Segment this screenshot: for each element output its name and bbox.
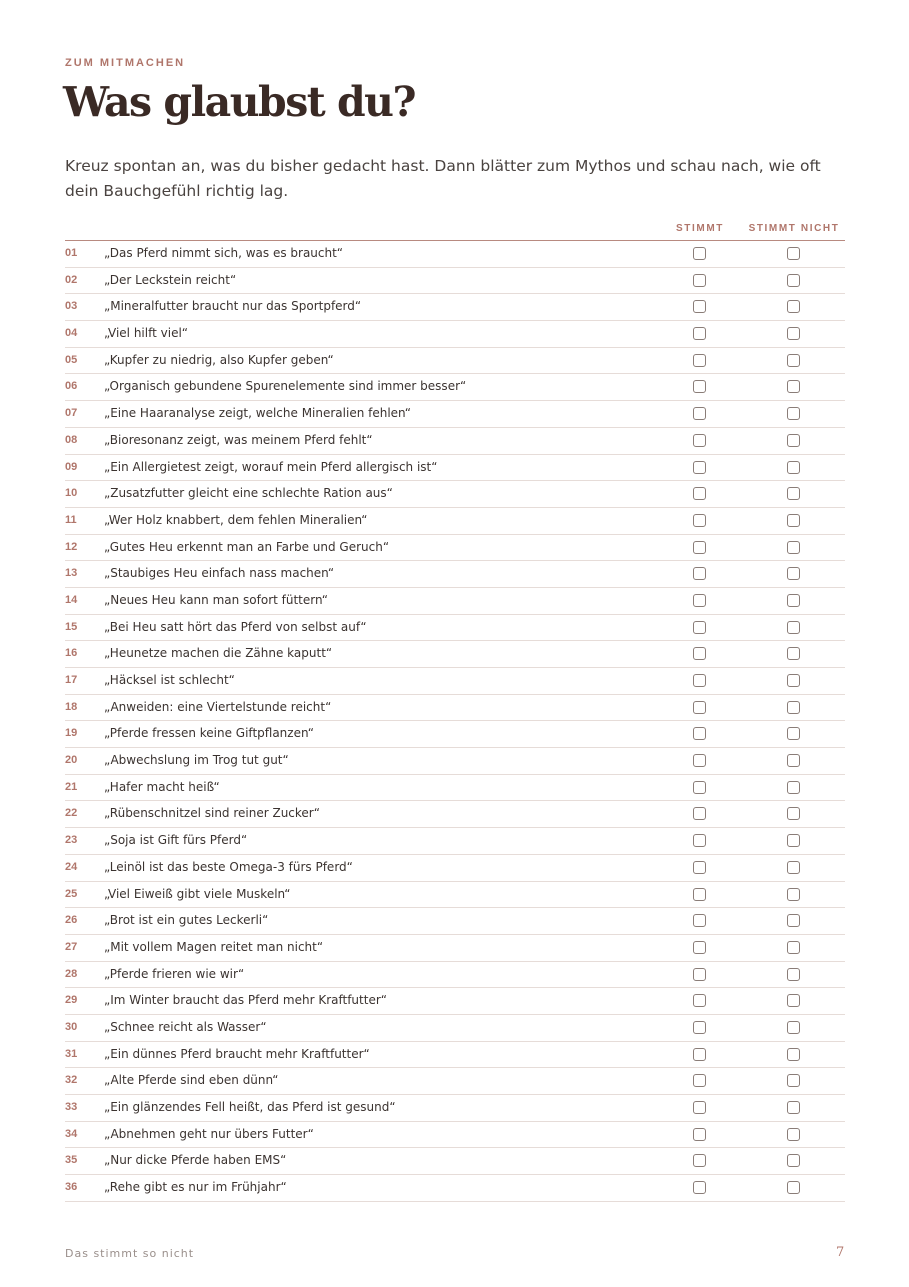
- statement-row: [65, 455, 845, 482]
- statement-number: 34: [65, 1127, 78, 1140]
- statement-number: 30: [65, 1020, 78, 1033]
- statement-text: „Organisch gebundene Spurenelemente sind immer besser“: [104, 379, 467, 394]
- statement-number: 17: [65, 674, 78, 686]
- checkbox-stimmt[interactable]: [693, 781, 706, 794]
- statement-row: [65, 801, 845, 828]
- statement-text: „Abwechslung im Trog tut gut“: [104, 753, 289, 768]
- statement-number: 09: [65, 460, 78, 473]
- statement-row: [65, 268, 845, 295]
- checkbox-stimmt[interactable]: [693, 727, 706, 740]
- statement-text: „Heunetze machen die Zähne kaputt“: [104, 646, 333, 661]
- statement-number: 06: [65, 380, 78, 393]
- checkbox-stimmt[interactable]: [693, 1101, 706, 1114]
- statement-text: „Viel hilft viel“: [104, 326, 188, 341]
- statement-row: [65, 401, 845, 428]
- checkbox-stimmt[interactable]: [693, 1181, 706, 1194]
- statement-text: „Kupfer zu niedrig, also Kupfer geben“: [104, 352, 334, 367]
- checkbox-stimmt-nicht[interactable]: [787, 1101, 800, 1114]
- statement-number: 12: [65, 540, 78, 553]
- statement-row: [65, 695, 845, 722]
- statement-row: [65, 294, 845, 321]
- checkbox-stimmt-nicht[interactable]: [787, 541, 800, 554]
- statement-row: [65, 1015, 845, 1042]
- statement-number: 24: [65, 860, 78, 873]
- statement-text: „Nur dicke Pferde haben EMS“: [104, 1153, 287, 1168]
- statement-row: [65, 374, 845, 401]
- statement-row: [65, 1148, 845, 1175]
- statement-number: 19: [65, 727, 78, 740]
- checkbox-stimmt-nicht[interactable]: [787, 994, 800, 1007]
- statement-text: „Ein Allergietest zeigt, worauf mein Pferd allergisch ist“: [104, 459, 438, 474]
- statement-text: „Staubiges Heu einfach nass machen“: [104, 566, 335, 581]
- statement-text: „Mit vollem Magen reitet man nicht“: [104, 939, 324, 954]
- checkbox-stimmt[interactable]: [693, 968, 706, 981]
- statement-number: 28: [65, 967, 78, 980]
- statement-text: „Brot ist ein gutes Leckerli“: [104, 913, 269, 928]
- checkbox-stimmt[interactable]: [693, 300, 706, 313]
- checkbox-stimmt[interactable]: [693, 514, 706, 527]
- statement-number: 18: [65, 700, 78, 713]
- checkbox-stimmt[interactable]: [693, 647, 706, 660]
- statement-row: [65, 535, 845, 562]
- statement-text: „Neues Heu kann man sofort füttern“: [104, 592, 328, 607]
- checkbox-stimmt[interactable]: [693, 594, 706, 607]
- checkbox-stimmt[interactable]: [693, 941, 706, 954]
- checkbox-stimmt[interactable]: [693, 674, 706, 687]
- statement-row: [65, 988, 845, 1015]
- statement-text: „Viel Eiweiß gibt viele Muskeln“: [104, 886, 291, 901]
- statement-text: „Im Winter braucht das Pferd mehr Kraftfutter“: [104, 993, 387, 1008]
- statement-text: „Häcksel ist schlecht“: [104, 673, 235, 687]
- checkbox-stimmt[interactable]: [693, 621, 706, 634]
- checkbox-stimmt-nicht[interactable]: [787, 407, 800, 420]
- checkbox-stimmt-nicht[interactable]: [787, 621, 800, 634]
- statement-text: „Schnee reicht als Wasser“: [104, 1019, 267, 1034]
- checkbox-stimmt-nicht[interactable]: [787, 1128, 800, 1141]
- statement-text: „Soja ist Gift fürs Pferd“: [104, 833, 248, 848]
- statement-row: [65, 1175, 845, 1202]
- column-header-stimmt-nicht: STIMMT NICHT: [748, 223, 840, 234]
- checkbox-stimmt[interactable]: [693, 754, 706, 767]
- statement-row: [65, 615, 845, 642]
- checkbox-stimmt-nicht[interactable]: [787, 888, 800, 901]
- statement-number: 36: [65, 1181, 78, 1194]
- statement-number: 25: [65, 887, 78, 900]
- checkbox-stimmt-nicht[interactable]: [787, 327, 800, 340]
- checkbox-stimmt-nicht[interactable]: [787, 674, 800, 687]
- statement-row: [65, 561, 845, 588]
- statement-row: [65, 962, 845, 989]
- checkbox-stimmt[interactable]: [693, 274, 706, 287]
- statement-row: [65, 508, 845, 535]
- statement-number: 26: [65, 914, 78, 927]
- checkbox-stimmt[interactable]: [693, 487, 706, 500]
- statement-number: 05: [65, 353, 78, 366]
- statement-text: „Ein dünnes Pferd braucht mehr Kraftfutter“: [104, 1046, 370, 1061]
- checkbox-stimmt[interactable]: [693, 327, 706, 340]
- statement-row: [65, 588, 845, 615]
- statement-text: „Wer Holz knabbert, dem fehlen Mineralien“: [104, 512, 368, 527]
- checkbox-stimmt[interactable]: [693, 1154, 706, 1167]
- statement-number: 11: [65, 513, 77, 526]
- statement-text: „Alte Pferde sind eben dünn“: [104, 1073, 279, 1088]
- statement-number: 22: [65, 807, 78, 820]
- page-number: 7: [836, 1245, 845, 1260]
- statement-number: 08: [65, 433, 78, 446]
- statement-row: [65, 748, 845, 775]
- statement-number: 31: [65, 1047, 78, 1060]
- statement-row: [65, 428, 845, 455]
- checkbox-stimmt-nicht[interactable]: [787, 274, 800, 287]
- section-kicker: ZUM MITMACHEN: [65, 57, 186, 69]
- checkbox-stimmt[interactable]: [693, 1074, 706, 1087]
- checkbox-stimmt-nicht[interactable]: [787, 754, 800, 767]
- checkbox-stimmt-nicht[interactable]: [787, 300, 800, 313]
- statement-number: 20: [65, 754, 78, 767]
- statement-text: „Ein glänzendes Fell heißt, das Pferd ist gesund“: [104, 1100, 396, 1114]
- statement-row: [65, 241, 845, 268]
- checkbox-stimmt-nicht[interactable]: [787, 594, 800, 607]
- checkbox-stimmt-nicht[interactable]: [787, 647, 800, 660]
- intro-text: Kreuz spontan an, was du bisher gedacht hast. Dann blätter zum Mythos und schau nach, wie oft dein Bauchgefühl richtig lag.: [65, 157, 821, 200]
- footer-title: Das stimmt so nicht: [65, 1247, 195, 1260]
- statement-number: 29: [65, 994, 78, 1007]
- statement-number: 23: [65, 834, 78, 847]
- checkbox-stimmt-nicht[interactable]: [787, 701, 800, 714]
- statement-number: 15: [65, 620, 78, 633]
- statement-number: 14: [65, 593, 78, 606]
- statement-row: [65, 855, 845, 882]
- statement-text: „Rübenschnitzel sind reiner Zucker“: [104, 806, 320, 821]
- checkbox-stimmt-nicht[interactable]: [787, 567, 800, 580]
- checkbox-stimmt[interactable]: [693, 407, 706, 420]
- checkbox-stimmt[interactable]: [693, 541, 706, 554]
- checkbox-stimmt[interactable]: [693, 434, 706, 447]
- statement-text: „Mineralfutter braucht nur das Sportpferd“: [104, 299, 362, 314]
- checkbox-stimmt[interactable]: [693, 380, 706, 393]
- statement-row: [65, 1122, 845, 1149]
- statement-text: „Pferde frieren wie wir“: [104, 966, 245, 981]
- statement-text: „Bei Heu satt hört das Pferd von selbst auf“: [104, 619, 367, 634]
- statement-number: 21: [65, 780, 78, 793]
- statement-text: „Zusatzfutter gleicht eine schlechte Ration aus“: [104, 486, 393, 501]
- statement-number: 13: [65, 567, 78, 580]
- checkbox-stimmt-nicht[interactable]: [787, 247, 800, 260]
- checkbox-stimmt-nicht[interactable]: [787, 807, 800, 820]
- checkbox-stimmt-nicht[interactable]: [787, 434, 800, 447]
- statement-row: [65, 668, 845, 695]
- statement-number: 10: [65, 487, 78, 500]
- checkbox-stimmt[interactable]: [693, 567, 706, 580]
- statement-number: 16: [65, 647, 78, 660]
- statement-row: [65, 882, 845, 909]
- checkbox-stimmt-nicht[interactable]: [787, 941, 800, 954]
- checkbox-stimmt[interactable]: [693, 807, 706, 820]
- checkbox-stimmt[interactable]: [693, 701, 706, 714]
- checkbox-stimmt-nicht[interactable]: [787, 380, 800, 393]
- statement-text: „Rehe gibt es nur im Frühjahr“: [104, 1180, 287, 1195]
- checkbox-stimmt-nicht[interactable]: [787, 781, 800, 794]
- checkbox-stimmt-nicht[interactable]: [787, 861, 800, 874]
- statement-row: [65, 348, 845, 375]
- statement-row: [65, 775, 845, 802]
- statement-row: [65, 721, 845, 748]
- statement-text: „Hafer macht heiß“: [104, 779, 220, 794]
- checkbox-stimmt-nicht[interactable]: [787, 487, 800, 500]
- statement-row: [65, 908, 845, 935]
- checkbox-stimmt[interactable]: [693, 994, 706, 1007]
- statement-number: 32: [65, 1074, 78, 1087]
- statement-number: 27: [65, 940, 78, 953]
- statement-row: [65, 1042, 845, 1069]
- checkbox-stimmt[interactable]: [693, 888, 706, 901]
- column-header-stimmt: STIMMT: [676, 223, 724, 234]
- statement-row: [65, 828, 845, 855]
- statement-row: [65, 1095, 845, 1122]
- checkbox-stimmt[interactable]: [693, 247, 706, 260]
- statement-text: „Das Pferd nimmt sich, was es braucht“: [104, 246, 344, 260]
- statement-number: 01: [65, 247, 78, 259]
- checkbox-stimmt-nicht[interactable]: [787, 1181, 800, 1194]
- checkbox-stimmt-nicht[interactable]: [787, 727, 800, 740]
- checkbox-stimmt-nicht[interactable]: [787, 1154, 800, 1167]
- statement-list: [65, 241, 845, 1202]
- checkbox-stimmt[interactable]: [693, 861, 706, 874]
- statement-text: „Der Leckstein reicht“: [104, 272, 237, 287]
- checkbox-stimmt-nicht[interactable]: [787, 514, 800, 527]
- checkbox-stimmt[interactable]: [693, 1048, 706, 1061]
- statement-text: „Pferde fressen keine Giftpflanzen“: [104, 726, 314, 741]
- statement-number: 33: [65, 1101, 78, 1113]
- statement-number: 04: [65, 327, 78, 340]
- statement-number: 02: [65, 273, 78, 286]
- statement-number: 07: [65, 407, 78, 420]
- statement-row: [65, 1068, 845, 1095]
- statement-row: [65, 321, 845, 348]
- statement-text: „Anweiden: eine Viertelstunde reicht“: [104, 699, 332, 714]
- statement-text: „Eine Haaranalyse zeigt, welche Mineralien fehlen“: [104, 406, 412, 421]
- checkbox-stimmt-nicht[interactable]: [787, 1074, 800, 1087]
- checkbox-stimmt-nicht[interactable]: [787, 968, 800, 981]
- statement-number: 03: [65, 300, 78, 313]
- page-title: Was glaubst du?: [63, 78, 415, 126]
- statement-row: [65, 935, 845, 962]
- checkbox-stimmt[interactable]: [693, 914, 706, 927]
- checkbox-stimmt[interactable]: [693, 461, 706, 474]
- statement-text: „Leinöl ist das beste Omega-3 fürs Pferd“: [104, 859, 353, 874]
- checkbox-stimmt-nicht[interactable]: [787, 461, 800, 474]
- statement-row: [65, 641, 845, 668]
- statement-text: „Abnehmen geht nur übers Futter“: [104, 1126, 314, 1141]
- checkbox-stimmt[interactable]: [693, 354, 706, 367]
- checkbox-stimmt-nicht[interactable]: [787, 914, 800, 927]
- checkbox-stimmt[interactable]: [693, 834, 706, 847]
- statement-text: „Bioresonanz zeigt, was meinem Pferd fehlt“: [104, 432, 373, 447]
- checkbox-stimmt-nicht[interactable]: [787, 1021, 800, 1034]
- checkbox-stimmt-nicht[interactable]: [787, 834, 800, 847]
- checkbox-stimmt[interactable]: [693, 1128, 706, 1141]
- statement-row: [65, 481, 845, 508]
- statement-text: „Gutes Heu erkennt man an Farbe und Geruch“: [104, 539, 390, 554]
- statement-number: 35: [65, 1154, 78, 1167]
- checkbox-stimmt[interactable]: [693, 1021, 706, 1034]
- checkbox-stimmt-nicht[interactable]: [787, 354, 800, 367]
- checkbox-stimmt-nicht[interactable]: [787, 1048, 800, 1061]
